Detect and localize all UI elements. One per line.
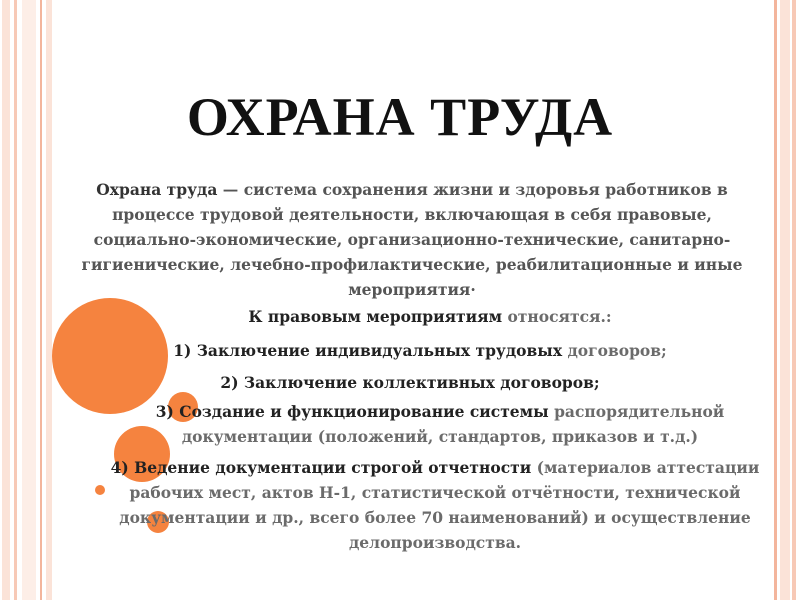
list-item [120,399,760,449]
slide-title: ОХРАНА ТРУДА [186,87,614,147]
list-item-rest: договоров; [562,341,667,360]
list-item-rest: (материалов аттестации рабочих мест, актов Н-1, статистической отчётности, технической документации и др., всего более 70 наименований) и осуществление делопроизводства. [119,458,760,552]
heading-rest: относятся.: [502,307,612,326]
heading-bold: К правовым мероприятиям [248,307,503,326]
list-item-bold: 1) Заключение индивидуальных трудовых [173,341,563,360]
list-item-rest: распорядительной документации (положений, стандартов, приказов и т.д.) [181,402,725,446]
definition-text: — система сохранения жизни и здоровья работников в процессе трудовой деятельности, включающая в себя правовые, социально-экономические, организационно-технические, санитарно-гигиенические, лечебно-профилактические, реабилитационные и иные мероприятия· [81,180,743,299]
list-item-bold: 3) Создание и функционирование системы [155,402,549,421]
definition-term: Охрана труда [96,180,218,199]
list-item [140,338,700,363]
legal-measures-heading [200,304,660,329]
list-item-bold: 2) Заключение коллективных договоров; [220,373,600,392]
list-item [150,370,670,395]
list-item [90,455,780,555]
definition-paragraph [70,177,754,302]
list-item-bold: 4) Ведение документации строгой отчетности [110,458,532,477]
